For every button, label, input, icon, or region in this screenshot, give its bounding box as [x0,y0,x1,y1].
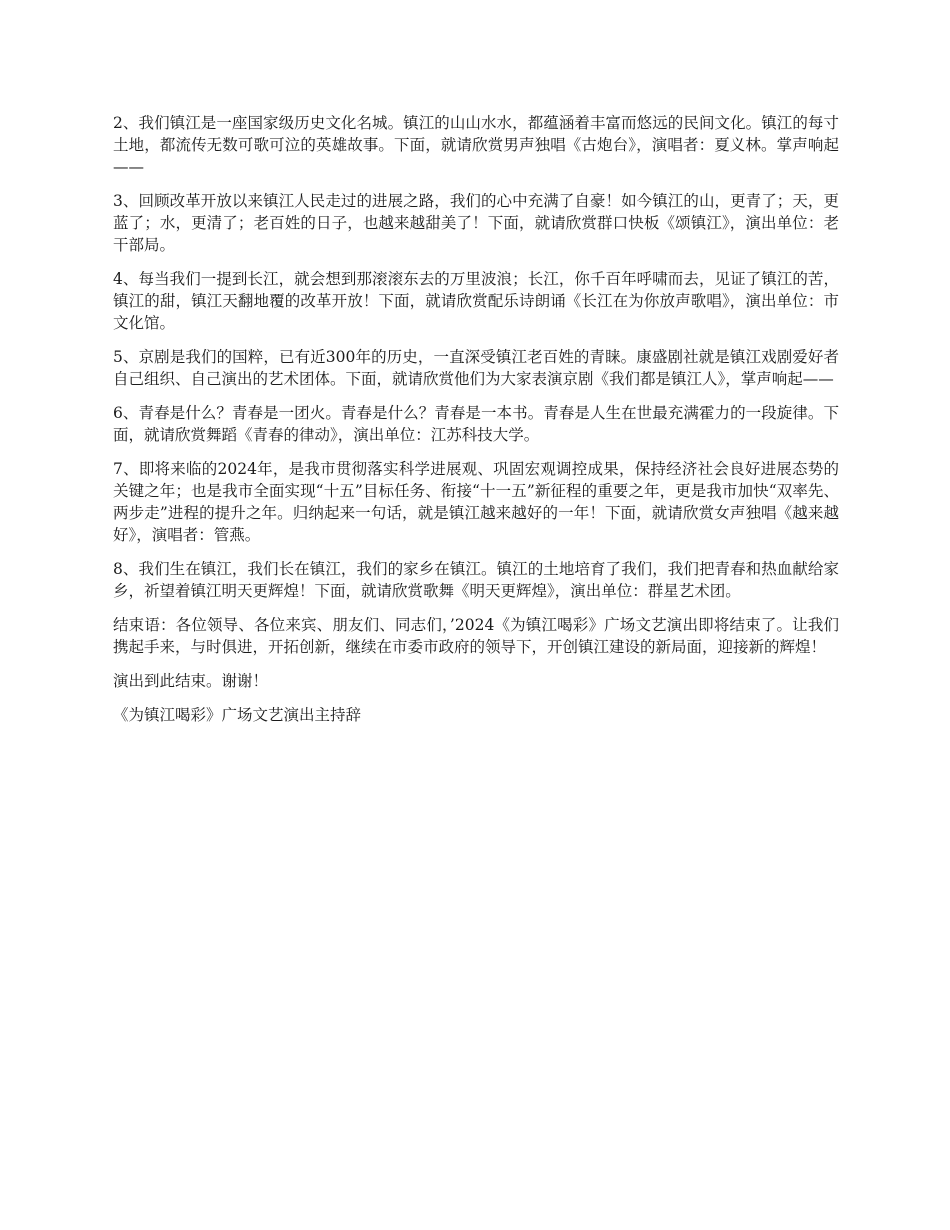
paragraph-2: 2、我们镇江是一座国家级历史文化名城。镇江的山山水水，都蕴涵着丰富而悠远的民间文化。镇江的每寸土地，都流传无数可歌可泣的英雄故事。下面，就请欣赏男声独唱《古炮台》，演唱者：夏义林。掌声响起—— [113,114,839,176]
document-page [113,112,839,738]
paragraph-4: 4、每当我们一提到长江，就会想到那滚滚东去的万里波浪；长江，你千百年呼啸而去，见证了镇江的苦，镇江的甜，镇江天翻地覆的改革开放！下面，就请欣赏配乐诗朗诵《长江在为你放声歌唱》，演出单位：市文化馆。 [113,270,839,332]
paragraph-3: 3、回顾改革开放以来镇江人民走过的进展之路，我们的心中充满了自豪！如今镇江的山，更青了；天，更蓝了；水，更清了；老百姓的日子，也越来越甜美了！下面，就请欣赏群口快板《颂镇江》，演出单位：老干部局。 [113,192,839,254]
paragraph-7: 7、即将来临的2024年，是我市贯彻落实科学进展观、巩固宏观调控成果，保持经济社会良好进展态势的关键之年；也是我市全面实现“十五”目标任务、衔接“十一五”新征程的重要之年，更是我市加快“双率先、两步走”进程的提升之年。归纳起来一句话，就是镇江越来越好的一年！下面，就请欣赏女声独唱《越来越好》，演唱者：管燕。 [113,460,839,544]
document-footer-title: 《为镇江喝彩》广场文艺演出主持辞 [113,706,362,724]
end-thanks: 演出到此结束。谢谢！ [113,672,269,690]
paragraph-5: 5、京剧是我们的国粹，已有近300年的历史，一直深受镇江老百姓的青睐。康盛剧社就是镇江戏剧爱好者自己组织、自己演出的艺术团体。下面，就请欣赏他们为大家表演京剧《我们都是镇江人》，掌声响起—— [113,348,839,388]
paragraph-6: 6、青春是什么？青春是一团火。青春是什么？青春是一本书。青春是人生在世最充满霍力的一段旋律。下面，就请欣赏舞蹈《青春的律动》，演出单位：江苏科技大学。 [113,404,839,444]
paragraph-8: 8、我们生在镇江，我们长在镇江，我们的家乡在镇江。镇江的土地培育了我们，我们把青春和热血献给家乡，祈望着镇江明天更辉煌！下面，就请欣赏歌舞《明天更辉煌》，演出单位：群星艺术团。 [113,560,839,600]
closing-remarks: 结束语：各位领导、各位来宾、朋友们、同志们，’2024《为镇江喝彩》广场文艺演出即将结束了。让我们携起手来，与时俱进，开拓创新，继续在市委市政府的领导下，开创镇江建设的新局面，迎接新的辉煌！ [113,616,839,656]
